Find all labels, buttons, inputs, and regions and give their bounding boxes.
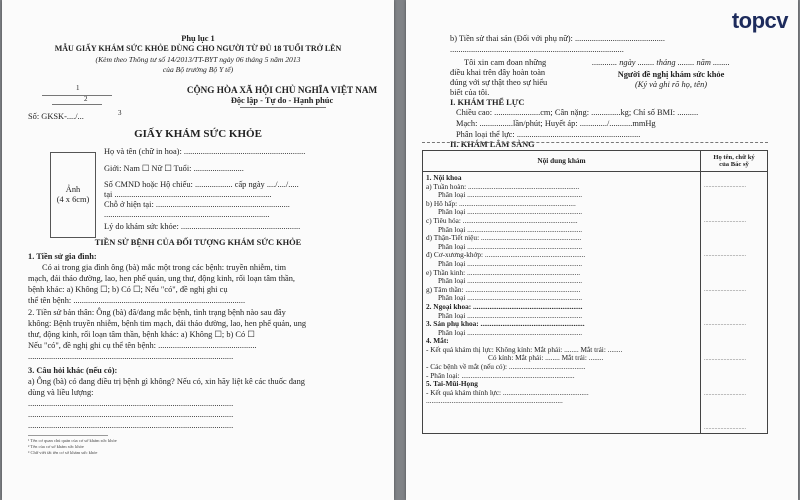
history-title: TIỀN SỬ BỆNH CỦA ĐỐI TƯỢNG KHÁM SỨC KHỎE xyxy=(94,238,302,247)
exam-item: Phân loại ............................................................... xyxy=(438,207,583,217)
clinical-rule xyxy=(422,142,768,143)
appendix-label: Phụ lục 1 xyxy=(181,34,215,43)
pulse-bp-field: Mạch: ................lần/phút; Huyết áp: ............./...........mmHg xyxy=(456,119,656,128)
reason-field: Lý do khám sức khỏe: ......................................................... xyxy=(104,222,301,231)
clinical-exam-heading: II. KHÁM LÂM SÀNG xyxy=(450,140,535,149)
fitness-class-field: Phân loại thể lực: ........................................................... xyxy=(456,130,641,139)
gender-age-field: Giới: Nam ☐ Nữ ☐ Tuổi: ........................ xyxy=(104,164,244,173)
footnote-mark-2: 2 xyxy=(84,95,88,103)
exam-item: b) Hô hấp: ................................................................ xyxy=(426,198,576,208)
signature-dots: ............................ xyxy=(704,286,746,293)
logo-cv: cv xyxy=(764,8,788,33)
circular-reference-2: của Bộ trưởng Bộ Y tế) xyxy=(162,65,234,74)
exam-item: - Kết quả khám thị lực: Không kính: Mắt phải: ........ Mắt trái: ........ xyxy=(426,344,623,354)
exam-item: - Phân loại: .............................................................. xyxy=(426,370,575,380)
footnote-separator xyxy=(28,435,108,436)
exam-item: Phân loại ............................................................... xyxy=(438,224,583,234)
exam-item: 1. Nội khoa xyxy=(426,173,462,182)
requester-sign-hint: (Ký và ghi rõ họ, tên) xyxy=(634,80,708,89)
exam-item: - Các bệnh về mắt (nếu có): .......................................... xyxy=(426,362,586,372)
circular-reference: (Kèm theo Thông tư số 14/2013/TT-BYT ngày 06 tháng 5 năm 2013 xyxy=(95,55,301,64)
address-field-2: ............................................................................... xyxy=(104,210,270,219)
commitment-line-4: biết của tôi. xyxy=(450,88,490,97)
id-place-field: tại ........................................................................... xyxy=(104,190,272,199)
motto: Độc lập - Tự do - Hạnh phúc xyxy=(230,96,334,105)
signature-dots: ............................ xyxy=(704,252,746,259)
exam-item: c) Tiêu hóa: ............................................................... xyxy=(426,215,578,225)
agency-line xyxy=(42,95,112,96)
exam-item: Phân loại ............................................................... xyxy=(438,276,583,286)
signature-date: ............ ngày ........ tháng ........ năm ........ xyxy=(592,58,730,67)
requester-label: Người đề nghị khám sức khỏe xyxy=(617,70,725,79)
personal-history-line-4: .................................................................................................. xyxy=(28,352,234,361)
family-history-line-1: Có ai trong gia đình ông (bà) mắc một trong các bệnh: truyền nhiễm, tim xyxy=(42,263,286,272)
document-title: GIẤY KHÁM SỨC KHỎE xyxy=(134,128,262,140)
exam-item: Phân loại ............................................................... xyxy=(438,258,583,268)
table-header-content: Nội dung khám xyxy=(423,151,701,172)
exam-items-cell xyxy=(423,172,701,434)
exam-item: Phân loại ............................................................... xyxy=(438,293,583,303)
other-questions-line-5: .................................................................................................. xyxy=(28,421,234,430)
document-page-left xyxy=(2,0,394,500)
document-page-right xyxy=(406,0,798,500)
nation-title: CỘNG HÒA XÃ HỘI CHỦ NGHĨA VIỆT NAM xyxy=(186,85,378,95)
commitment-line-2: điều khai trên đây hoàn toàn xyxy=(450,68,546,77)
pregnancy-history-field-2: ................................................................................... xyxy=(450,45,624,54)
personal-history-heading: 2. Tiền sử bản thân: Ông (bà) đã/đang mắc bệnh, tình trạng bệnh nào sau đây xyxy=(28,308,286,317)
clinical-exam-table xyxy=(422,150,768,434)
exam-item: 3. Sản phụ khoa: ......................................................... xyxy=(426,319,585,329)
motto-underline xyxy=(240,107,326,108)
family-history-line-4: thể tên bệnh: .................................................................................. xyxy=(28,296,246,305)
form-title: MẪU GIẤY KHÁM SỨC KHỎE DÙNG CHO NGƯỜI TỪ ĐỦ 18 TUỔI TRỞ LÊN xyxy=(54,44,342,53)
header-doctor-line-2: của Bác sỹ xyxy=(719,161,749,168)
header-doctor-line-1: Họ tên, chữ ký xyxy=(713,153,755,161)
topcv-logo xyxy=(732,8,788,34)
exam-item: Có kính: Mắt phải: ........ Mắt trái: ........ xyxy=(426,353,604,363)
exam-item: ........................................................................... xyxy=(426,396,563,406)
footnote-mark-3: 3 xyxy=(118,109,122,117)
other-questions-heading: 3. Câu hỏi khác (nếu có): xyxy=(28,366,118,375)
footnote-1: ¹ Tên cơ quan chủ quản của cơ sở khám sức khỏe xyxy=(28,438,117,443)
footnote-2: ² Tên của cơ sở khám sức khỏe xyxy=(28,444,84,449)
exam-item: 2. Ngoại khoa: ............................................................ xyxy=(426,301,583,311)
signature-dots: ............................ xyxy=(704,390,746,397)
other-questions-line-2: dùng và liều lượng: xyxy=(28,388,94,397)
form-number: Số: GKSK-..../... xyxy=(28,112,84,121)
table-row xyxy=(423,172,768,434)
photo-size: (4 x 6cm) xyxy=(56,195,90,204)
signature-dots: ............................ xyxy=(704,321,746,328)
exam-item: g) Tâm thần: ............................................................... xyxy=(426,284,581,294)
pregnancy-history-field: b) Tiền sử thai sản (Đối với phụ nữ): ........................................... xyxy=(450,34,665,43)
table-header-doctor xyxy=(701,151,768,172)
personal-history-line-1: không: Bệnh truyền nhiễm, bệnh tim mạch, đái tháo đường, lao, hen phế quản, ung xyxy=(28,319,307,328)
exam-item: đ) Cơ-xương-khớp: ....................................................... xyxy=(426,250,586,260)
signature-dots: ............................ xyxy=(704,217,746,224)
table-header-row xyxy=(423,151,768,172)
exam-item: 5. Tai-Mũi-Họng xyxy=(426,379,478,389)
personal-history-line-2: thư, động kinh, rối loạn tâm thần, bệnh khác: a) Không ☐; b) Có ☐ xyxy=(28,330,255,339)
family-history-heading: 1. Tiền sử gia đình: xyxy=(28,252,97,261)
exam-item: - Kết quả khám thính lực: ............................................... xyxy=(426,387,589,397)
commitment-line-3: đúng với sự thật theo sự hiểu xyxy=(450,78,548,87)
commitment-line-1: Tôi xin cam đoan những xyxy=(464,58,547,67)
signature-dots: ............................ xyxy=(704,355,746,362)
height-weight-bmi-field: Chiều cao: ......................cm; Cân nặng: ..............kg; Chỉ số BMI: .......... xyxy=(456,108,699,117)
exam-item: 4. Mắt: xyxy=(426,336,449,346)
exam-item: Phân loại ............................................................... xyxy=(438,310,583,320)
exam-item: Phân loại ............................................................... xyxy=(438,327,583,337)
family-history-line-2: mạch, đái tháo đường, lao, hen phế quản, ung thư, động kinh, rối loạn tâm thần, xyxy=(28,274,296,283)
name-field: Họ và tên (chữ in hoa): .......................................................... xyxy=(104,147,306,156)
id-number-field: Số CMND hoặc Hộ chiếu: .................. cấp ngày ..../..../..... xyxy=(104,180,299,189)
exam-item: Phân loại ............................................................... xyxy=(438,190,583,200)
physical-exam-heading: I. KHÁM THỂ LỰC xyxy=(450,98,525,107)
facility-line xyxy=(52,104,102,105)
exam-item: Phân loại ............................................................... xyxy=(438,241,583,251)
logo-top: top xyxy=(731,8,765,33)
signature-dots: ............................ xyxy=(704,183,746,189)
other-questions-line-3: .................................................................................................. xyxy=(28,399,234,408)
footnote-3: ³ Chữ viết tắt tên cơ sở khám sức khỏe xyxy=(28,450,98,455)
signature-dots: ............................ xyxy=(704,425,746,432)
exam-item: e) Thần kinh: .............................................................. xyxy=(426,267,581,277)
personal-history-line-3: Nếu "có", đề nghị ghi cụ thể tên bệnh: ............................................... xyxy=(28,341,257,350)
doctor-signature-cell xyxy=(701,172,768,434)
footnote-mark-1: 1 xyxy=(76,84,80,92)
other-questions-line-4: .................................................................................................. xyxy=(28,410,234,419)
exam-item: a) Tuần hoàn: ............................................................. xyxy=(426,181,580,191)
other-questions-line-1: a) Ông (bà) có đang điều trị bệnh gì không? Nếu có, xin hãy liệt kê các thuốc đang xyxy=(28,377,305,386)
family-history-line-3: bệnh khác: a) Không ☐; b) Có ☐; Nếu "có", đề nghị ghi cụ xyxy=(28,285,228,294)
photo-label: Ảnh xyxy=(65,185,81,194)
photo-box xyxy=(50,152,96,238)
address-field: Chỗ ở hiện tại: ................................................................ xyxy=(104,200,290,209)
exam-item: d) Thận-Tiết niệu: ....................................................... xyxy=(426,233,582,243)
